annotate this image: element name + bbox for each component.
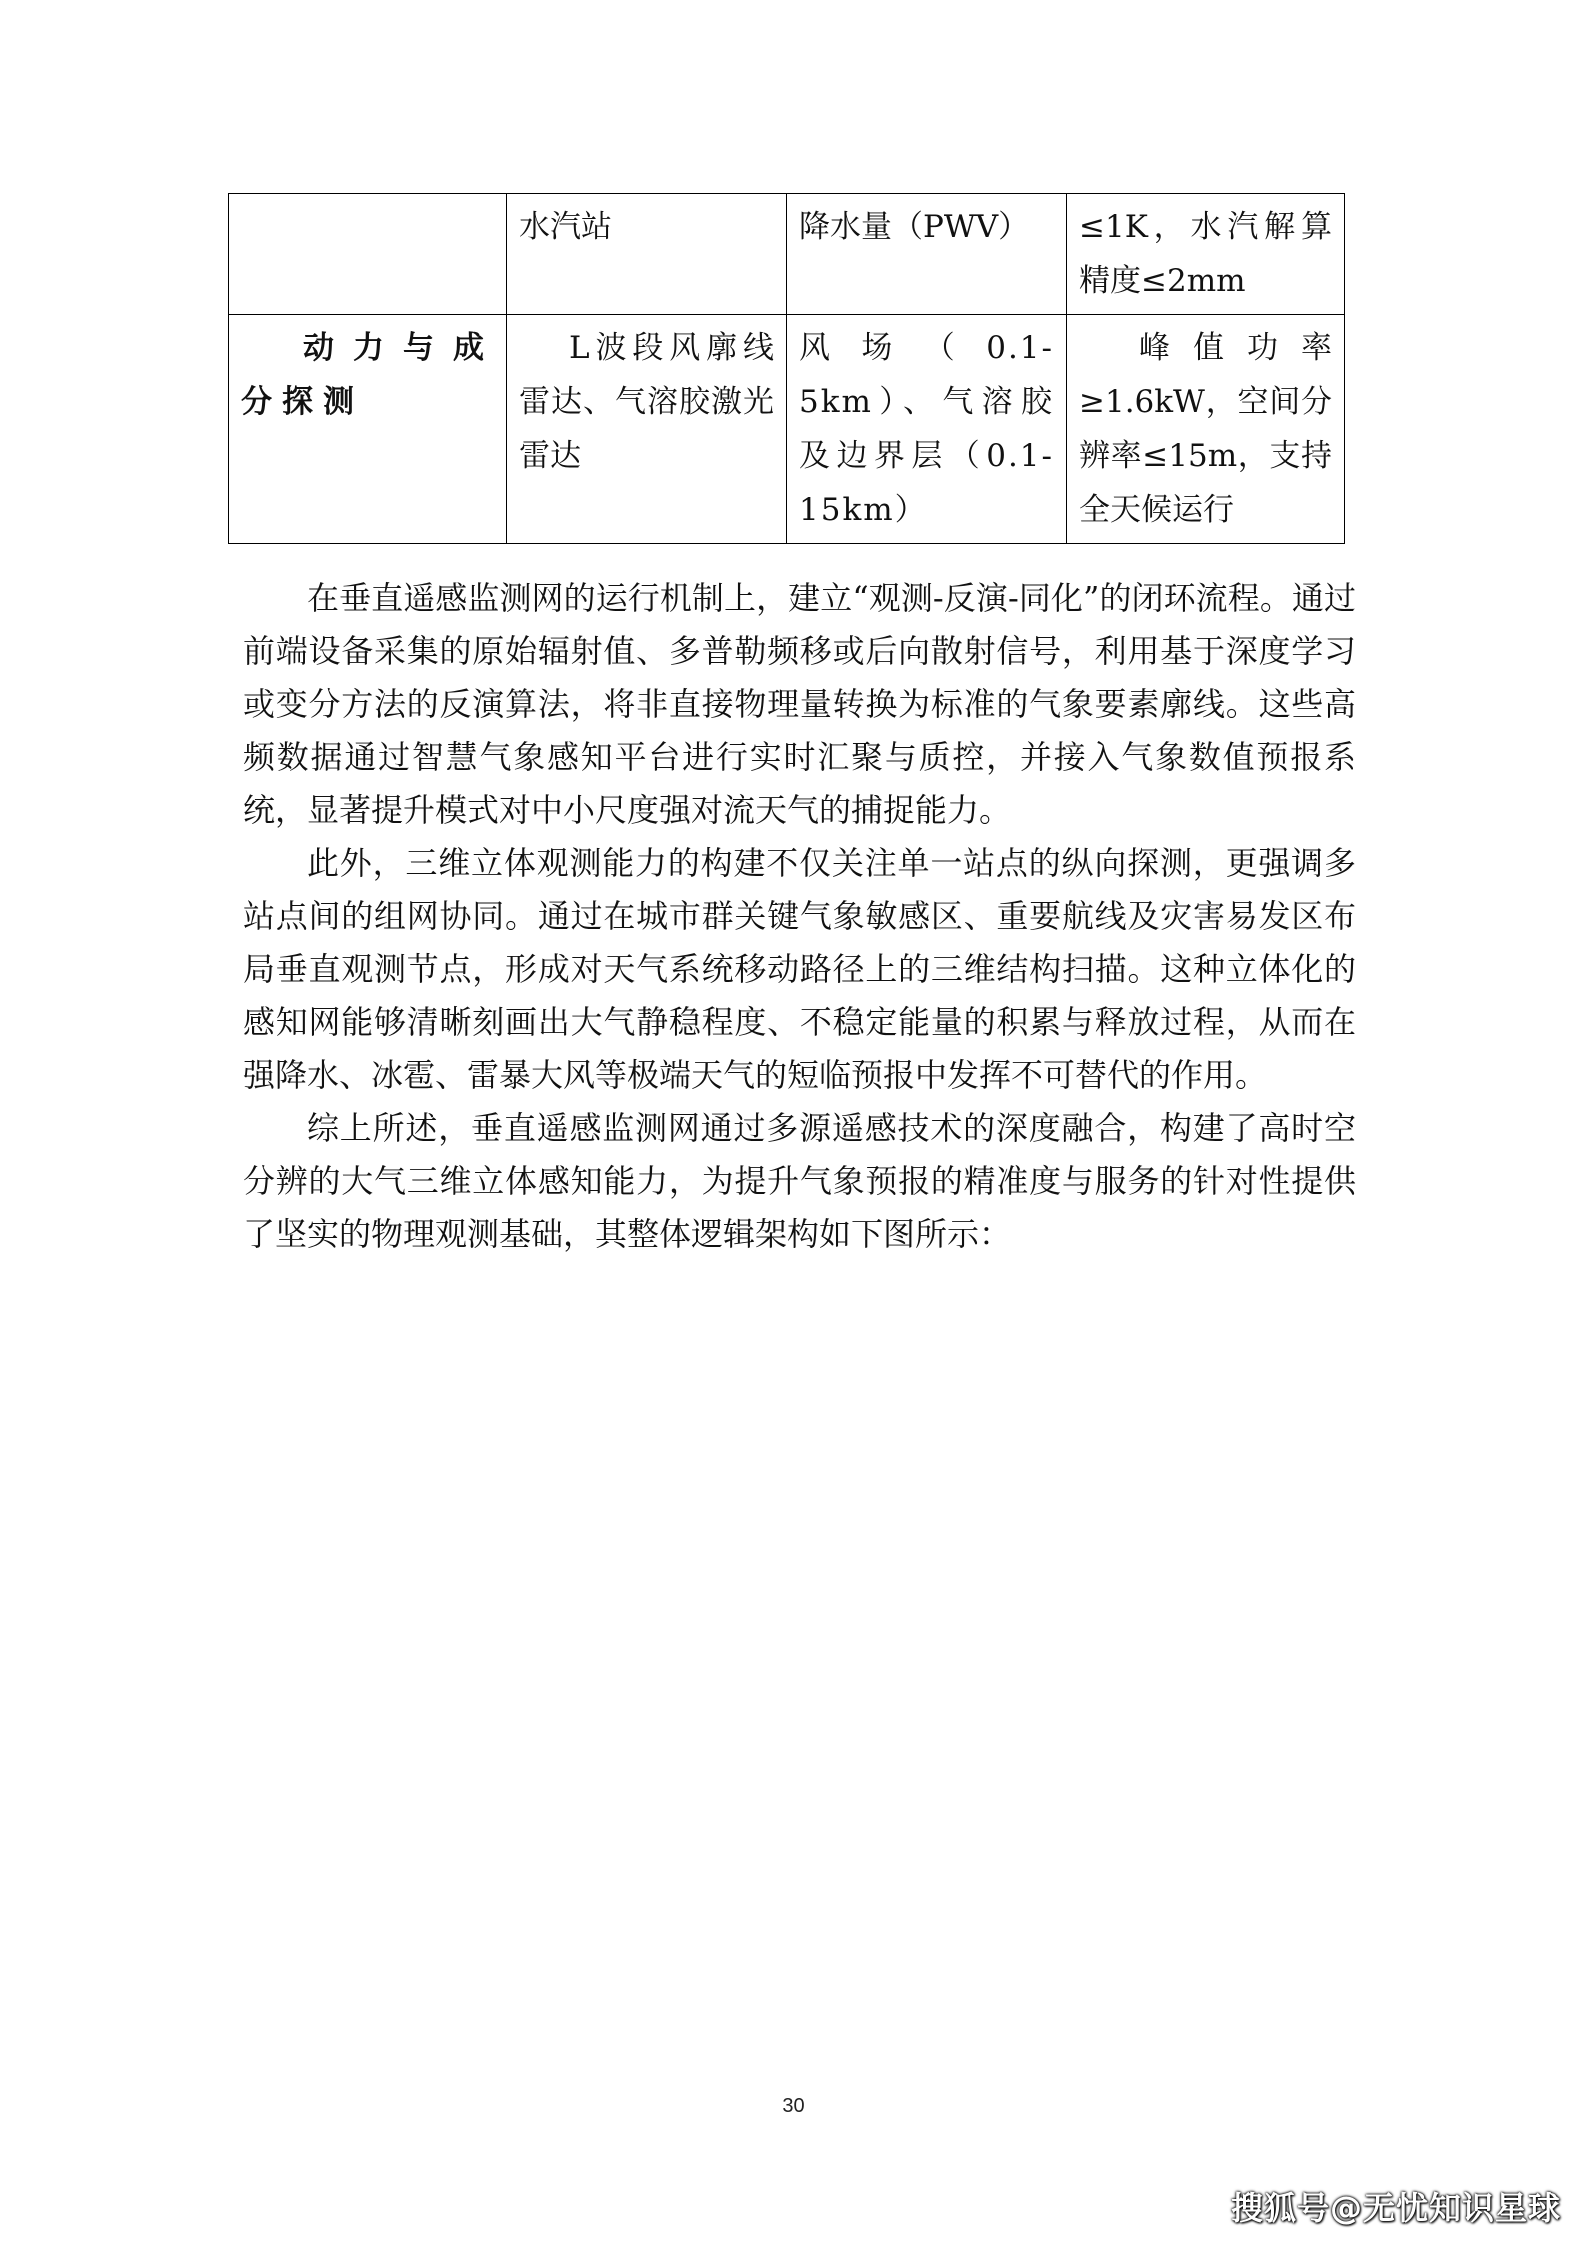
- page-number: 30: [782, 2095, 805, 2117]
- table-cell-performance: 峰值功率≥1.6kW，空间分辨率≤15m，支持全天候运行: [1067, 315, 1345, 544]
- table-row: [229, 194, 1345, 315]
- table-cell-category: [229, 194, 507, 315]
- table-cell-parameter: 降水量（PWV）: [787, 194, 1067, 315]
- body-text: [243, 572, 1356, 1261]
- watermark: 搜狐号@无忧知识星球: [1230, 2189, 1561, 2227]
- spec-table: [228, 193, 1345, 544]
- paragraph: 在垂直遥感监测网的运行机制上，建立“观测-反演-同化”的闭环流程。通过前端设备采集的原始辐射值、多普勒频移或后向散射信号，利用基于深度学习或变分方法的反演算法，将非直接物理量转换为标准的气象要素廓线。这些高频数据通过智慧气象感知平台进行实时汇聚与质控，并接入气象数值预报系统，显著提升模式对中小尺度强对流天气的捕捉能力。: [243, 579, 1356, 829]
- table-row: [229, 315, 1345, 544]
- table-cell-category: 动力与成分探测: [229, 315, 507, 544]
- table-cell-equipment: L波段风廓线雷达、气溶胶激光雷达: [507, 315, 787, 544]
- paragraph: 综上所述，垂直遥感监测网通过多源遥感技术的深度融合，构建了高时空分辨的大气三维立体感知能力，为提升气象预报的精准度与服务的针对性提供了坚实的物理观测基础，其整体逻辑架构如下图所示：: [243, 1109, 1356, 1253]
- table-cell-performance: ≤1K，水汽解算精度≤2mm: [1067, 194, 1345, 315]
- paragraph: 此外，三维立体观测能力的构建不仅关注单一站点的纵向探测，更强调多站点间的组网协同。通过在城市群关键气象敏感区、重要航线及灾害易发区布局垂直观测节点，形成对天气系统移动路径上的三维结构扫描。这种立体化的感知网能够清晰刻画出大气静稳程度、不稳定能量的积累与释放过程，从而在强降水、冰雹、雷暴大风等极端天气的短临预报中发挥不可替代的作用。: [243, 844, 1356, 1094]
- table-cell-parameter: 风场（0.1-5km）、气溶胶及边界层（0.1-15km）: [787, 315, 1067, 544]
- table-cell-equipment: 水汽站: [507, 194, 787, 315]
